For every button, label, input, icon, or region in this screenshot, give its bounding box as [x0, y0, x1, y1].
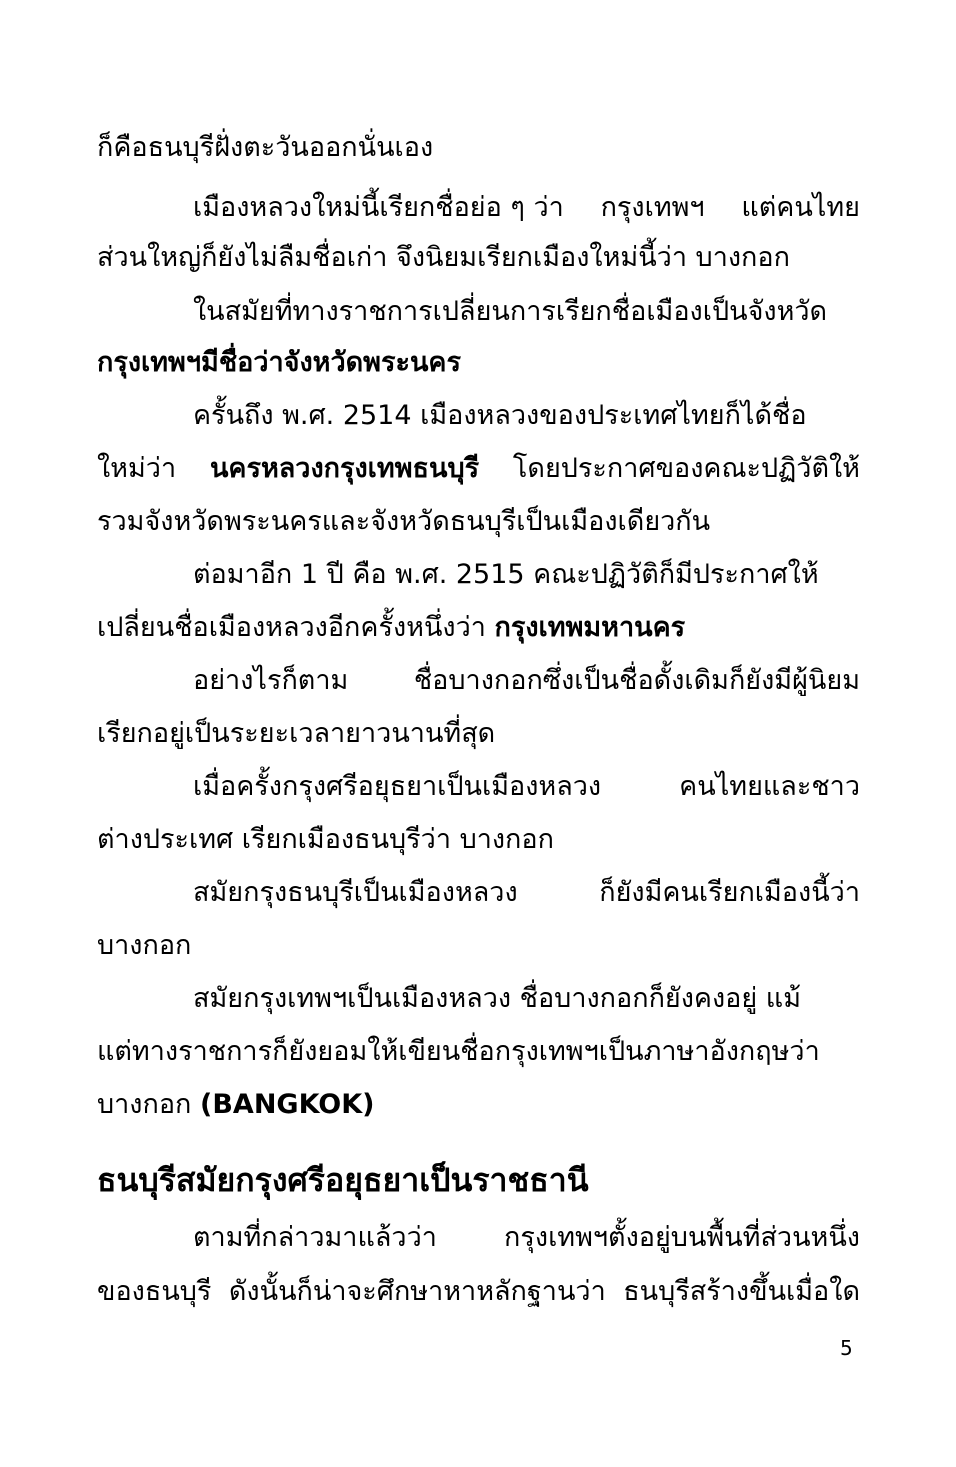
text-segment: แต่คนไทย	[741, 192, 860, 223]
text-line	[97, 128, 433, 168]
text-line	[193, 396, 807, 436]
bold-text: กรุงเทพฯมีชื่อว่าจังหวัดพระนคร	[97, 347, 461, 378]
text-line	[193, 292, 827, 332]
text-segment: เมื่อครั้งกรุงศรีอยุธยาเป็นเมืองหลวง	[193, 771, 602, 802]
text-segment: เรียกอยู่เป็นระยะเวลายาวนานที่สุด	[97, 718, 496, 749]
bold-text: นครหลวงกรุงเทพธนบุรี	[209, 453, 480, 484]
text-segment: ในสมัยที่ทางราชการเปลี่ยนการเรียกชื่อเมืองเป็นจังหวัด	[193, 296, 828, 327]
text-line	[193, 188, 860, 228]
text-line	[97, 238, 790, 278]
text-segment: เมืองหลวงใหม่นี้เรียกชื่อย่อ ๆ ว่า	[193, 192, 564, 223]
text-line	[193, 661, 860, 701]
text-segment: คนไทยและชาว	[679, 771, 860, 802]
text-segment: ต่อมาอีก 1 ปี คือ พ.ศ. 2515 คณะปฏิวัติก็มีประกาศให้	[193, 559, 819, 590]
text-segment: ธนบุรีสร้างขึ้นเมื่อใด	[623, 1276, 860, 1307]
text-segment: ตามที่กล่าวมาแล้วว่า	[193, 1222, 437, 1253]
text-segment: โดยประกาศของคณะปฏิวัติให้	[512, 453, 860, 484]
text-segment: เปลี่ยนชื่อเมืองหลวงอีกครั้งหนึ่งว่า	[97, 612, 486, 643]
text-segment: รวมจังหวัดพระนครและจังหวัดธนบุรีเป็นเมืองเดียวกัน	[97, 506, 711, 537]
text-segment: กรุงเทพฯตั้งอยู่บนพื้นที่ส่วนหนึ่ง	[504, 1222, 860, 1253]
text-segment: ใหม่ว่า	[97, 453, 177, 484]
text-line	[97, 926, 191, 966]
text-line	[97, 820, 554, 860]
text-line	[97, 1032, 820, 1072]
bold-text: (BANGKOK)	[200, 1089, 375, 1120]
text-line	[193, 1218, 860, 1258]
text-segment: ก็ยังมีคนเรียกเมืองนี้ว่า	[599, 877, 860, 908]
text-segment: อย่างไรก็ตาม	[193, 665, 349, 696]
text-line	[97, 449, 860, 489]
text-line	[193, 767, 860, 807]
text-segment: ชื่อบางกอกซึ่งเป็นชื่อดั้งเดิมก็ยังมีผู้นิยม	[413, 665, 860, 696]
text-segment: สมัยกรุงเทพฯเป็นเมืองหลวง ชื่อบางกอกก็ยังคงอยู่ แม้	[193, 983, 801, 1014]
text-line	[97, 1272, 860, 1312]
text-segment: สมัยกรุงธนบุรีเป็นเมืองหลวง	[193, 877, 518, 908]
bold-text: กรุงเทพมหานคร	[494, 612, 686, 643]
section-heading: ธนบุรีสมัยกรุงศรีอยุธยาเป็นราชธานี	[97, 1161, 589, 1199]
text-segment: แต่ทางราชการก็ยังยอมให้เขียนชื่อกรุงเทพฯเป็นภาษาอังกฤษว่า	[97, 1036, 820, 1067]
text-segment: ครั้นถึง พ.ศ. 2514 เมืองหลวงของประเทศไทยก็ได้ชื่อ	[193, 400, 807, 431]
text-line	[97, 714, 495, 754]
text-segment: บางกอก	[97, 1089, 192, 1120]
text-segment: กรุงเทพฯ	[600, 192, 705, 223]
text-line	[193, 555, 819, 595]
text-line	[97, 1085, 375, 1125]
text-segment: บางกอก	[97, 930, 192, 961]
text-segment: ดังนั้นก็น่าจะศึกษาหาหลักฐานว่า	[228, 1276, 606, 1307]
text-segment: ของธนบุรี	[97, 1276, 212, 1307]
text-line	[193, 873, 860, 913]
page-number: 5	[840, 1336, 853, 1360]
text-line	[193, 979, 801, 1019]
text-segment: ต่างประเทศ เรียกเมืองธนบุรีว่า บางกอก	[97, 824, 554, 855]
text-segment: ส่วนใหญ่ก็ยังไม่ลืมชื่อเก่า จึงนิยมเรียกเมืองใหม่นี้ว่า บางกอก	[97, 242, 790, 273]
text-segment: ก็คือธนบุรีฝั่งตะวันออกนั่นเอง	[97, 132, 434, 163]
text-line	[97, 343, 461, 383]
text-line	[97, 502, 710, 542]
text-line	[97, 608, 685, 648]
